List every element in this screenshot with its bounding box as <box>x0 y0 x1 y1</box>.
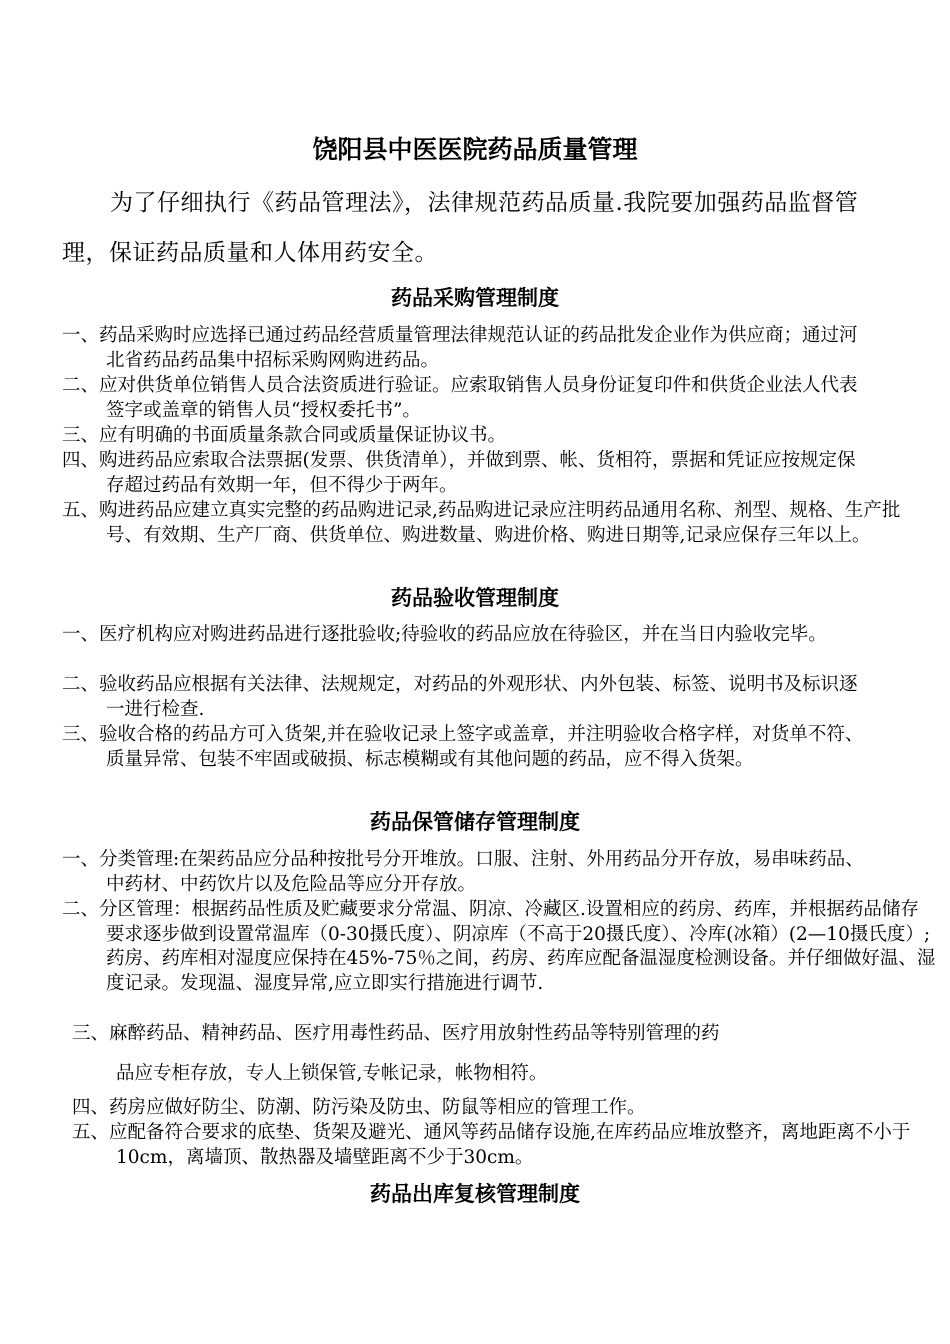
procurement-item-5: 五、购进药品应建立真实完整的药品购进记录,药品购进记录应注明药品通用名称、剂型、规格、生产批号、有效期、生产厂商、供货单位、购进数量、购进价格、购进日期等,记录应保存三年以上。 <box>62 500 901 546</box>
section-title-outbound: 药品出库复核管理制度 <box>370 1182 580 1206</box>
section-title-storage: 药品保管储存管理制度 <box>370 810 580 834</box>
acceptance-item-2: 二、验收药品应根据有关法律、法规规定，对药品的外观形状、内外包装、标签、说明书及标识逐一进行检查. <box>62 674 858 720</box>
procurement-item-4: 四、购进药品应索取合法票据(发票、供货清单），并做到票、帐、货相符，票据和凭证应按规定保存超过药品有效期一年，但不得少于两年。 <box>62 450 856 496</box>
intro-paragraph: 为了仔细执行《药品管理法》，法律规范药品质量.我院要加强药品监督管理，保证药品质量和人体用药安全。 <box>62 190 859 266</box>
storage-item-3-continuation: 品应专柜存放，专人上锁保管,专帐记录，帐物相符。 <box>116 1062 548 1084</box>
procurement-item-1: 一、药品采购时应选择已通过药品经营质量管理法律规范认证的药品批发企业作为供应商；通过河北省药品药品集中招标采购网购进药品。 <box>62 325 858 371</box>
storage-item-1: 一、分类管理:在架药品应分品种按批号分开堆放。口服、注射、外用药品分开存放，易串味药品、中药材、中药饮片以及危险品等应分开存放。 <box>62 849 864 895</box>
document-title: 饶阳县中医医院药品质量管理 <box>312 135 638 164</box>
section-title-acceptance: 药品验收管理制度 <box>391 586 559 610</box>
procurement-item-3: 三、应有明确的书面质量条款合同或质量保证协议书。 <box>62 425 507 446</box>
acceptance-item-3: 三、验收合格的药品方可入货架,并在验收记录上签字或盖章，并注明验收合格字样，对货单不符、质量异常、包装不牢固或破损、标志模糊或有其他问题的药品，应不得入货架。 <box>62 724 864 770</box>
storage-item-5: 五、应配备符合要求的底垫、货架及避光、通风等药品储存设施,在库药品应堆放整齐，离地距离不小于10cm，离墙顶、散热器及墙壁距离不少于30cm。 <box>72 1122 911 1168</box>
section-title-procurement: 药品采购管理制度 <box>391 286 559 310</box>
storage-item-2: 二、分区管理：根据药品性质及贮藏要求分常温、阴凉、冷藏区.设置相应的药房、药库，并根据药品储存要求逐步做到设置常温库（0-30摄氏度）、阴凉库（不高于20摄氏度）、冷库(冰箱）(2—10摄氏度）;药房、药库相对湿度应保持在45%-75％之间，药房、药库应配备温湿度检测设备。并仔细做好温、湿度记录。发现温、湿度异常,应立即实行措施进行调节. <box>62 899 936 994</box>
storage-item-3 <box>50 1022 890 1086</box>
procurement-item-2: 二、应对供货单位销售人员合法资质进行验证。应索取销售人员身份证复印件和供货企业法人代表签字或盖章的销售人员“授权委托书”。 <box>62 375 858 421</box>
storage-item-4: 四、药房应做好防尘、防潮、防污染及防虫、防鼠等相应的管理工作。 <box>72 1097 646 1118</box>
storage-item-3-line: 三、麻醉药品、精神药品、医疗用毒性药品、医疗用放射性药品等特别管理的药 <box>72 1023 720 1044</box>
acceptance-item-1: 一、医疗机构应对购进药品进行逐批验收;待验收的药品应放在待验区，并在当日内验收完毕。 <box>62 624 827 645</box>
